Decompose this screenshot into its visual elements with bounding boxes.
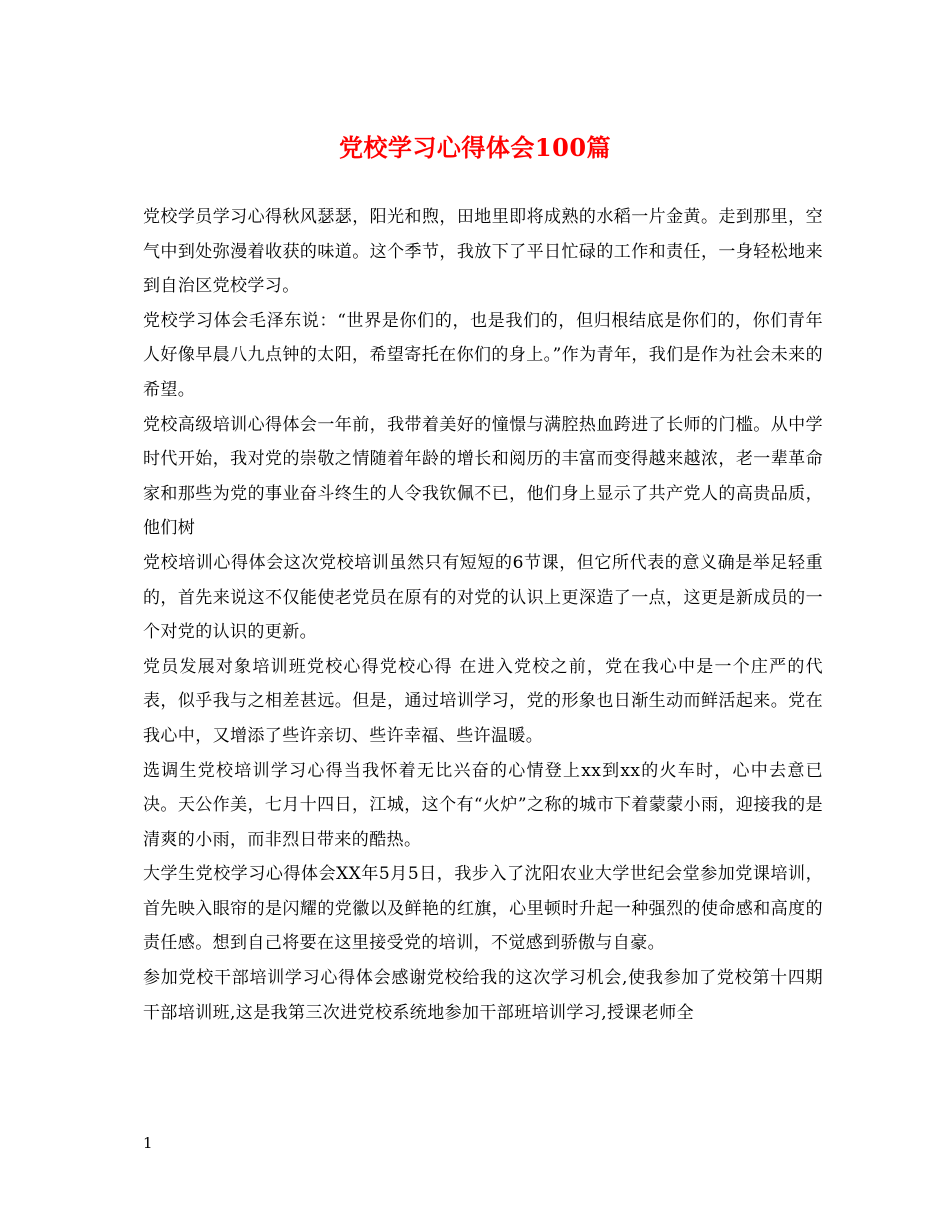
paragraph-party-school-trainee: 党校学员学习心得秋风瑟瑟，阳光和煦，田地里即将成熟的水稻一片金黄。走到那里，空气中到处弥漫着收获的味道。这个季节，我放下了平日忙碌的工作和责任，一身轻松地来到自治区党校学习。 [143, 207, 823, 297]
paragraph-cadre-training: 参加党校干部培训学习心得体会感谢党校给我的这次学习机会,使我参加了党校第十四期干部培训班,这是我第三次进党校系统地参加干部班培训学习,授课老师全 [143, 968, 823, 1023]
page-number: 1 [143, 1134, 153, 1152]
paragraph-development-candidates: 党员发展对象培训班党校心得党校心得 在进入党校之前，党在我心中是一个庄严的代表，似乎我与之相差甚远。但是，通过培训学习，党的形象也日渐生动而鲜活起来。党在我心中，又增添了些许亲切、些许幸福、些许温暖。 [143, 656, 823, 746]
document-body [143, 200, 823, 1030]
paragraph-selected-graduates: 选调生党校培训学习心得当我怀着无比兴奋的心情登上xx到xx的火车时，心中去意已决。天公作美，七月十四日，江城，这个有“火炉”之称的城市下着蒙蒙小雨，迎接我的是清爽的小雨，而非烈日带来的酷热。 [143, 760, 823, 850]
paragraph-advanced-training: 党校高级培训心得体会一年前，我带着美好的憧憬与满腔热血跨进了长师的门槛。从中学时代开始，我对党的崇敬之情随着年龄的增长和阅历的丰富而变得越来越浓，老一辈革命家和那些为党的事业奋斗终生的人令我钦佩不已，他们身上显示了共产党人的高贵品质，他们树 [143, 414, 823, 539]
paragraph-university-student: 大学生党校学习心得体会XX年5月5日，我步入了沈阳农业大学世纪会堂参加党课培训，首先映入眼帘的是闪耀的党徽以及鲜艳的红旗，心里顿时升起一种强烈的使命感和高度的责任感。想到自己将要在这里接受党的培训，不觉感到骄傲与自豪。 [143, 864, 823, 954]
paragraph-mao-quote: 党校学习体会毛泽东说：“世界是你们的，也是我们的，但归根结底是你们的，你们青年人好像早晨八九点钟的太阳，希望寄托在你们的身上。”作为青年，我们是作为社会未来的希望。 [143, 310, 823, 400]
document-title: 党校学习心得体会100篇 [338, 133, 612, 162]
paragraph-training-six-lessons: 党校培训心得体会这次党校培训虽然只有短短的6节课，但它所代表的意义确是举足轻重的，首先来说这不仅能使老党员在原有的对党的认识上更深造了一点，这更是新成员的一个对党的认识的更新。 [143, 552, 823, 643]
